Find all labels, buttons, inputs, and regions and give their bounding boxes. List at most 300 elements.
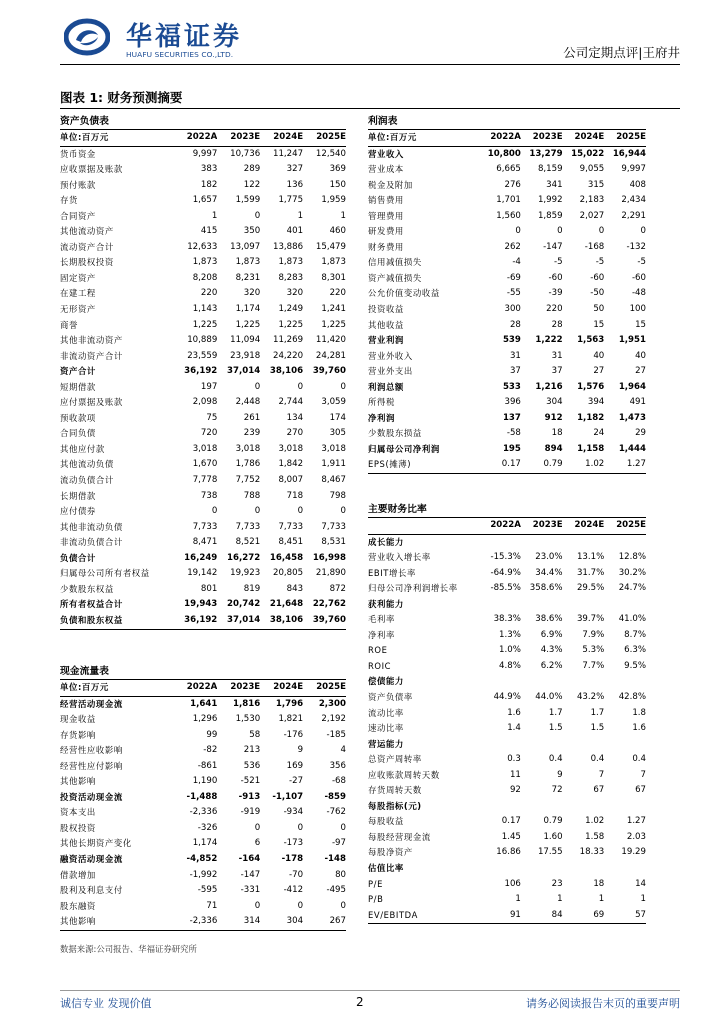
row-value: -185 — [326, 729, 346, 740]
row-value: 1,873 — [235, 257, 261, 268]
table-row — [368, 908, 646, 924]
table-row — [60, 209, 346, 225]
row-value: -1,992 — [189, 869, 218, 880]
row-value — [563, 799, 605, 815]
row-value: 0 — [297, 822, 304, 833]
row-label: 合同负债 — [60, 428, 96, 439]
row-label: EV/EBITDA — [368, 908, 479, 924]
row-value: 460 — [329, 226, 346, 237]
table-row — [60, 426, 346, 442]
row-label: 借款增加 — [60, 869, 96, 880]
row-value: 72 — [551, 785, 563, 796]
row-value: 1 — [211, 210, 218, 221]
figure-title: 图表 1: 财务预测摘要 — [60, 90, 183, 105]
table-row — [368, 426, 646, 442]
row-value: -147 — [240, 869, 261, 880]
income-statement-block — [368, 114, 646, 474]
row-value: 1,816 — [233, 698, 261, 709]
row-label: 经营性应收影响 — [60, 745, 123, 756]
row-value: -495 — [326, 885, 346, 896]
row-value: 16,458 — [269, 552, 304, 563]
row-value: 401 — [286, 226, 304, 237]
row-label: 预收款项 — [60, 412, 96, 423]
row-value: 38.6% — [535, 614, 563, 625]
row-value: 99 — [206, 729, 218, 740]
table-row — [368, 162, 646, 178]
row-value — [604, 861, 646, 877]
row-label: 经营性应付影响 — [60, 760, 123, 771]
row-value: 6 — [254, 838, 261, 849]
table-row — [60, 411, 346, 427]
table-row — [368, 550, 646, 566]
year-header: 2024E — [563, 518, 605, 534]
table-row — [368, 318, 646, 334]
row-value: -859 — [324, 791, 346, 802]
row-value: 4.3% — [540, 645, 563, 656]
row-label: 其他长期资产变化 — [60, 838, 132, 849]
row-value: 1,190 — [192, 776, 218, 787]
row-value: 262 — [504, 241, 521, 252]
row-value: 0.4 — [632, 754, 646, 765]
cash-flow-table — [60, 680, 346, 931]
row-value: -5 — [637, 257, 646, 268]
row-value: 67 — [593, 785, 605, 796]
row-value: 738 — [200, 490, 218, 501]
row-value: -178 — [281, 854, 304, 865]
row-label: 非流动资产合计 — [60, 350, 123, 361]
table-row — [60, 759, 346, 775]
row-value: 28 — [551, 319, 563, 330]
row-value: -5 — [595, 257, 605, 268]
row-label: 营业收入增长率 — [368, 552, 431, 563]
row-value: -69 — [506, 272, 521, 283]
row-value: 1,775 — [278, 195, 304, 206]
row-value: 0.17 — [479, 457, 521, 473]
row-label: EPS(摊薄) — [368, 457, 479, 473]
row-value: 20,742 — [227, 599, 261, 610]
row-label: 现金收益 — [60, 714, 96, 725]
year-header: 2023E — [217, 680, 260, 696]
row-value: 788 — [243, 490, 261, 501]
row-value: 16,272 — [227, 552, 261, 563]
row-value: 5.3% — [582, 645, 605, 656]
row-value: 1,225 — [235, 319, 261, 330]
row-value: 3,018 — [192, 443, 218, 454]
row-label: 负债和股东权益 — [60, 613, 174, 629]
row-value: 1.45 — [501, 831, 521, 842]
cash-flow-block — [60, 664, 346, 931]
row-value: 2,027 — [579, 210, 605, 221]
row-value: 17.55 — [537, 847, 563, 858]
row-value: 289 — [243, 164, 261, 175]
row-value — [563, 737, 605, 753]
table-row — [60, 255, 346, 271]
row-value: 15,022 — [571, 148, 605, 159]
table-row — [368, 566, 646, 582]
row-value — [563, 861, 605, 877]
row-value: 30.2% — [618, 567, 646, 578]
row-value: 1 — [598, 894, 605, 905]
row-value: -15.3% — [490, 552, 521, 563]
row-value: 1 — [557, 894, 563, 905]
row-value: 1 — [340, 210, 346, 221]
row-value: 9,997 — [192, 148, 218, 159]
row-value: 1,473 — [618, 412, 646, 423]
table-row — [368, 411, 646, 427]
row-value: 1,560 — [496, 210, 521, 221]
header-row — [60, 680, 346, 696]
row-value: 0.17 — [501, 816, 521, 827]
row-label: 财务费用 — [368, 241, 404, 252]
row-value — [521, 534, 563, 550]
row-value: 24,281 — [315, 350, 346, 361]
row-value — [604, 674, 646, 690]
table-row — [368, 271, 646, 287]
table-row — [368, 224, 646, 240]
row-value: 80 — [335, 869, 346, 880]
row-label: 货币资金 — [60, 148, 96, 159]
row-value: 182 — [200, 179, 218, 190]
row-value: 12,540 — [315, 148, 346, 159]
row-value: 220 — [329, 288, 346, 299]
row-value: 239 — [243, 428, 261, 439]
row-value: 7,733 — [321, 521, 346, 532]
row-value: 7 — [640, 769, 646, 780]
year-header: 2025E — [604, 130, 646, 146]
row-value: 6.9% — [540, 629, 563, 640]
table-row — [368, 146, 646, 162]
row-value: 19.29 — [621, 847, 646, 858]
row-value: 3,059 — [321, 397, 346, 408]
row-value: 0 — [640, 226, 646, 237]
row-value: 300 — [504, 304, 521, 315]
row-value: -60 — [548, 272, 563, 283]
row-value: 1.5 — [590, 723, 605, 734]
row-value — [479, 799, 521, 815]
row-value: 0.79 — [521, 457, 563, 473]
row-value: 1,241 — [321, 304, 346, 315]
table-row — [368, 830, 646, 846]
row-value: 819 — [243, 583, 261, 594]
year-header: 2023E — [521, 130, 563, 146]
row-label: 少数股东损益 — [368, 428, 422, 439]
table-row — [60, 224, 346, 240]
row-value: 1,842 — [278, 459, 304, 470]
row-value: 42.8% — [618, 692, 646, 703]
row-value: 13,097 — [230, 241, 261, 252]
row-value: 18 — [551, 428, 563, 439]
row-label: 其他应付款 — [60, 443, 105, 454]
row-value: 3,018 — [321, 443, 346, 454]
row-value: 1,873 — [192, 257, 218, 268]
row-label: 毛利率 — [368, 614, 395, 625]
row-value — [521, 861, 563, 877]
row-label: 流动比率 — [368, 707, 404, 718]
row-label: 每股指标(元) — [368, 800, 422, 811]
row-value: 2,434 — [621, 195, 646, 206]
row-label: 长期股权投资 — [60, 257, 114, 268]
row-value: 3,018 — [278, 443, 304, 454]
row-label: 应付债券 — [60, 506, 96, 517]
row-value: 2,192 — [321, 714, 346, 725]
row-value: 2,448 — [235, 397, 261, 408]
row-value: 1,599 — [235, 195, 261, 206]
row-value: 304 — [260, 914, 303, 930]
table-row — [368, 302, 646, 318]
row-value: -4 — [512, 257, 521, 268]
year-header: 2025E — [604, 518, 646, 534]
row-value: 1,701 — [496, 195, 521, 206]
table-row — [60, 790, 346, 806]
row-label: 流动资产合计 — [60, 241, 114, 252]
table-row — [60, 457, 346, 473]
row-value: 304 — [546, 397, 563, 408]
table-row — [60, 597, 346, 613]
row-value: 19,923 — [230, 568, 261, 579]
row-label: 投资活动现金流 — [60, 791, 123, 802]
table-row — [60, 728, 346, 744]
row-value — [563, 597, 605, 613]
row-value — [604, 737, 646, 753]
row-value: 320 — [243, 288, 261, 299]
row-value: 1,174 — [192, 838, 218, 849]
table-row — [368, 752, 646, 768]
row-value: 44.9% — [493, 692, 521, 703]
row-label: 资产减值损失 — [368, 272, 422, 283]
row-label: 负债合计 — [60, 552, 96, 563]
row-value: 8,159 — [537, 164, 563, 175]
row-value: 267 — [303, 914, 346, 930]
year-header: 2022A — [174, 680, 217, 696]
row-value: 894 — [544, 443, 563, 454]
row-value: 14 — [635, 878, 646, 889]
row-label: 应收账款周转天数 — [368, 769, 440, 780]
row-label: 其他非流动资产 — [60, 335, 123, 346]
row-value: -173 — [283, 838, 304, 849]
row-value: -4,852 — [186, 854, 218, 865]
table-row — [60, 712, 346, 728]
row-value: 220 — [200, 288, 218, 299]
row-value: 7,733 — [235, 521, 261, 532]
row-label: 资本支出 — [60, 807, 96, 818]
row-value: 13,279 — [529, 148, 563, 159]
row-value: -48 — [631, 288, 646, 299]
row-value: 12,633 — [187, 241, 218, 252]
row-value — [521, 799, 563, 815]
row-label: 获利能力 — [368, 598, 404, 609]
row-value: 8,471 — [192, 537, 218, 548]
row-label: 长期借款 — [60, 490, 96, 501]
row-value: 1,657 — [192, 195, 218, 206]
row-value: 1.5 — [548, 723, 563, 734]
row-value: 34.4% — [535, 567, 563, 578]
unit-label — [368, 518, 479, 534]
row-value — [479, 674, 521, 690]
logo-cn-text: 华福证券 — [126, 22, 243, 52]
row-value: -919 — [240, 807, 261, 818]
row-value: 37 — [551, 366, 563, 377]
row-value: 9 — [297, 745, 304, 756]
row-value: 13.1% — [576, 552, 605, 563]
table-row — [60, 286, 346, 302]
row-value: -147 — [543, 241, 563, 252]
row-label: 估值比率 — [368, 863, 404, 874]
row-value: 19,142 — [187, 568, 218, 579]
row-value: 69 — [563, 908, 605, 924]
row-value: 36,192 — [184, 366, 218, 377]
row-value: 1,796 — [275, 698, 304, 709]
row-value: 1,225 — [321, 319, 346, 330]
row-label: 股权投资 — [60, 822, 96, 833]
row-value: 106 — [504, 878, 521, 889]
table-row — [60, 178, 346, 194]
row-value: 9,055 — [579, 164, 605, 175]
row-value: 1,859 — [537, 210, 563, 221]
row-value: 8.7% — [624, 629, 646, 640]
row-value: 1 — [515, 894, 521, 905]
row-label: 其他非流动负债 — [60, 521, 123, 532]
row-value: 31 — [551, 350, 563, 361]
row-value: 197 — [200, 381, 218, 392]
row-value: 71 — [206, 900, 218, 911]
row-label: 每股净资产 — [368, 847, 413, 858]
row-value: 539 — [502, 335, 521, 346]
row-value: 21,648 — [269, 599, 304, 610]
table-row — [368, 721, 646, 737]
row-value: -60 — [590, 272, 605, 283]
row-value: -595 — [197, 885, 218, 896]
row-label: 归属母公司所有者权益 — [60, 568, 150, 579]
row-label: 营业外支出 — [368, 366, 413, 377]
row-value: 720 — [200, 428, 218, 439]
row-value: 1,576 — [577, 381, 605, 392]
row-value: 1,249 — [278, 304, 304, 315]
row-label: 经营活动现金流 — [60, 698, 123, 709]
ratios-block — [368, 502, 646, 924]
table-row — [60, 696, 346, 712]
row-value: 23,559 — [187, 350, 218, 361]
data-source: 数据来源:公司报告、华福证券研究所 — [60, 944, 197, 954]
row-value: 220 — [546, 304, 563, 315]
row-value: 1,641 — [190, 698, 218, 709]
row-value: 41.0% — [618, 614, 646, 625]
row-value: 8,283 — [278, 272, 304, 283]
row-value: 536 — [243, 760, 261, 771]
row-value — [604, 799, 646, 815]
row-value: 0 — [515, 226, 521, 237]
year-header: 2023E — [521, 518, 563, 534]
logo-en-text: HUAFU SECURITIES CO.,LTD. — [126, 50, 234, 59]
row-value: -50 — [590, 288, 605, 299]
row-value: 11,420 — [315, 335, 346, 346]
row-value: -97 — [331, 838, 346, 849]
row-label: 利润总额 — [368, 381, 404, 392]
unit-label: 单位:百万元 — [368, 130, 479, 146]
row-value: 1 — [640, 894, 646, 905]
row-value — [563, 674, 605, 690]
row-label: 其他流动资产 — [60, 226, 114, 237]
row-value: 195 — [502, 443, 521, 454]
row-value: 1.7 — [590, 707, 605, 718]
row-value: 369 — [329, 164, 346, 175]
row-value: 29.5% — [576, 583, 605, 594]
row-value: -27 — [289, 776, 304, 787]
huafu-logo-icon — [64, 18, 110, 56]
year-header: 2025E — [303, 680, 346, 696]
row-value: 1.60 — [543, 831, 563, 842]
row-value: 8,521 — [235, 537, 261, 548]
row-value — [563, 534, 605, 550]
row-label: 所得税 — [368, 397, 395, 408]
row-label: 每股收益 — [368, 816, 404, 827]
table-row — [60, 613, 346, 629]
row-value: 0.79 — [543, 816, 563, 827]
table-row — [368, 209, 646, 225]
year-header: 2022A — [479, 130, 521, 146]
row-value: 10,800 — [487, 148, 521, 159]
row-value: 28 — [509, 319, 521, 330]
row-label: 所有者权益合计 — [60, 599, 123, 610]
row-value: 16,944 — [612, 148, 646, 159]
row-value: -934 — [283, 807, 304, 818]
row-value — [604, 597, 646, 613]
row-value: 15 — [593, 319, 605, 330]
row-value: 91 — [479, 908, 521, 924]
year-header: 2024E — [260, 130, 303, 146]
row-label: P/E — [368, 878, 383, 889]
row-value: 75 — [206, 412, 218, 423]
row-label: 其他影响 — [60, 914, 174, 930]
row-value: 1,158 — [577, 443, 605, 454]
row-label: 净利润 — [368, 412, 395, 423]
row-label: 营业外收入 — [368, 350, 413, 361]
row-value: 1.7 — [548, 707, 563, 718]
row-value: 8,531 — [321, 537, 346, 548]
row-value: -2,336 — [189, 807, 218, 818]
table-row — [368, 768, 646, 784]
row-label: 固定资产 — [60, 272, 96, 283]
row-value: 2,744 — [278, 397, 304, 408]
row-value: 350 — [243, 226, 261, 237]
row-value: 1,670 — [192, 459, 218, 470]
row-value: 341 — [546, 179, 563, 190]
row-value: 0 — [254, 210, 261, 221]
row-label: 归属母公司净利润 — [368, 443, 440, 454]
row-value: 18.33 — [579, 847, 605, 858]
row-value: 0.4 — [590, 754, 605, 765]
row-value: 8,007 — [278, 475, 304, 486]
table-row — [368, 333, 646, 349]
row-value: 9 — [557, 769, 563, 780]
table-row — [60, 318, 346, 334]
row-label: 营业利润 — [368, 335, 404, 346]
row-value: 100 — [629, 304, 646, 315]
table-row — [60, 535, 346, 551]
row-value: -913 — [238, 791, 261, 802]
row-label: 营业成本 — [368, 164, 404, 175]
row-value: -331 — [240, 885, 261, 896]
row-label: 成长能力 — [368, 536, 404, 547]
row-value: 0 — [254, 381, 261, 392]
row-value: 1.58 — [585, 831, 605, 842]
row-value: 8,451 — [278, 537, 304, 548]
row-value: 2,183 — [579, 195, 605, 206]
table-row — [60, 489, 346, 505]
row-value: 24 — [593, 428, 605, 439]
row-value: 0 — [254, 900, 261, 911]
table-row — [368, 178, 646, 194]
row-value: 1,821 — [278, 714, 304, 725]
